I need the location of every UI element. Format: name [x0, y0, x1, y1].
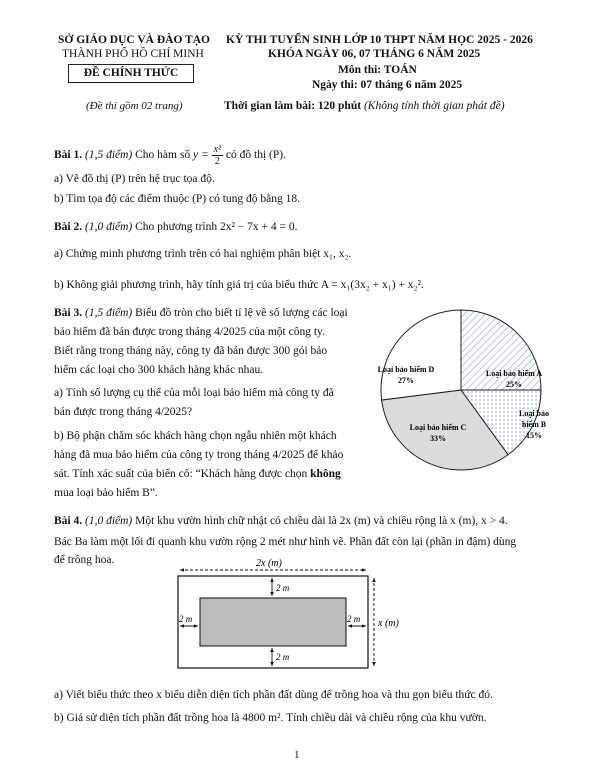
pie-pct-c: 33%: [430, 434, 446, 443]
bai2-intro: [54, 218, 298, 237]
exam-session: KHÓA NGÀY 06, 07 THÁNG 6 NĂM 2025: [268, 48, 481, 60]
bai3-b-line3-bold: không: [310, 468, 341, 480]
bai4-line2: Bác Ba làm một lối đi quanh khu vườn rộng 2 mét như hình vẽ. Phần đất còn lại (phần in đậm) dùng: [54, 536, 517, 548]
bai2-b: b) Không giải phương trình, hãy tính giá trị của biểu thức A = x₁(3x₂ + x₁) + x₂².: [54, 279, 424, 291]
bai1-fraction-den: 2: [214, 156, 220, 167]
insurance-pie-chart: [366, 306, 556, 476]
bai2-a: a) Chứng minh phương trình trên có hai nghiệm phân biệt x₁, x₂.: [54, 248, 352, 260]
bai4-title: Bài 4.: [54, 515, 83, 527]
bai3-title: Bài 3.: [54, 307, 83, 319]
bai4-line1: [54, 512, 508, 531]
pie-slice-d: [381, 310, 461, 400]
bai3-line1: [54, 304, 348, 323]
bai3-b-line2: hàng đã mua bảo hiểm của công ty trong tháng 4/2025 để khảo: [54, 449, 344, 461]
duration-text: Thời gian làm bài: 120 phút: [224, 100, 362, 112]
bai4-points: (1,0 điểm): [85, 515, 133, 527]
path-top-label: 2 m: [276, 583, 290, 593]
bai3-line3: Biết rằng trong tháng này, công ty đã bán được 300 gói bảo: [54, 345, 328, 357]
pie-slice-a: [461, 310, 541, 390]
pie-pct-d: 27%: [398, 376, 414, 385]
bai1-points: (1,5 điểm): [85, 149, 133, 162]
bai3-a-line1: a) Tính số lượng cụ thể của mỗi loại bảo hiểm mà công ty đã: [54, 387, 334, 399]
header-city: THÀNH PHỐ HỒ CHÍ MINH: [62, 48, 204, 60]
bai1-b: b) Tìm tọa độ các điểm thuộc (P) có tung độ bằng 18.: [54, 193, 301, 205]
bai1-intro-text: Cho hàm số: [135, 149, 191, 162]
bai2-points: (1,0 điểm): [85, 221, 133, 233]
duration-note: (Không tính thời gian phát đề): [363, 100, 505, 112]
bai3-points: (1,5 điểm): [85, 307, 133, 319]
flower-bed: [200, 598, 346, 646]
bai1-fraction: [212, 144, 223, 167]
exam-subject: Môn thi: TOÁN: [338, 64, 417, 76]
bai1-title: Bài 1.: [54, 149, 83, 162]
exam-duration: [224, 100, 505, 112]
bai1-a: a) Vẽ đồ thị (P) trên hệ trục tọa độ.: [54, 173, 215, 185]
pie-label-b-part2: hiểm B: [521, 420, 547, 429]
pie-label-d: Loại bảo hiểm D: [377, 365, 435, 374]
bai3-line1-text: Biểu đồ tròn cho biết tỉ lệ về số lượng các loại: [135, 307, 348, 319]
bai1-func-y: y =: [192, 149, 209, 162]
bai3-b-line4: mua loại bảo hiểm B”.: [54, 487, 158, 499]
bai1-intro-end: có đồ thị (P).: [225, 149, 286, 162]
exam-date: Ngày thi: 07 tháng 6 năm 2025: [312, 79, 463, 91]
path-bottom-label: 2 m: [276, 652, 290, 662]
bai4-line1-text: Một khu vườn hình chữ nhật có chiều dài là 2x (m) và chiều rộng là x (m), x > 4.: [135, 515, 508, 527]
pie-pct-b: 15%: [526, 431, 542, 440]
garden-figure: [168, 556, 418, 676]
bai2-title: Bài 2.: [54, 221, 83, 233]
pie-slices: [381, 310, 541, 470]
bai3-line2: bảo hiểm đã bán được trong tháng 4/2025 của một công ty.: [54, 326, 325, 338]
bai4-b: b) Giả sử diện tích phần đất trồng hoa là 4800 m². Tính chiều dài và chiều rộng của khu vườn.: [54, 712, 487, 724]
bai3-b-line3-text: sát. Tính xác suất của biến cố: “Khách hàng được chọn: [54, 468, 308, 480]
path-right-label: 2 m: [347, 614, 361, 624]
bai1-fraction-num: x²: [213, 144, 222, 155]
bai4-line3: để trồng hoa.: [54, 554, 115, 566]
bai2-intro-text: Cho phương trình 2x² − 7x + 4 = 0.: [135, 221, 298, 233]
pages-note: (Đề thi gồm 02 trang): [86, 100, 183, 112]
page-number: 1: [294, 749, 300, 761]
length-label: 2x (m): [256, 558, 282, 569]
bai3-line4: hiểm các loại cho 300 khách hàng khác nhau.: [54, 364, 264, 376]
bai3-a-line2: bán được trong tháng 4/2025?: [54, 406, 193, 418]
bai4-a: a) Viết biểu thức theo x biểu diễn diện tích phần đất dùng để trồng hoa và thu gọn biểu thức đó.: [54, 689, 493, 701]
pie-pct-a: 25%: [506, 380, 522, 389]
pie-label-c: Loại bảo hiểm C: [409, 423, 467, 432]
official-exam-box: ĐỀ CHÍNH THỨC: [68, 64, 194, 83]
bai1-intro: [54, 144, 286, 167]
width-label: x (m): [378, 618, 399, 629]
pie-label-a: Loại bảo hiểm A: [485, 369, 543, 378]
exam-title: KỲ THI TUYỂN SINH LỚP 10 THPT NĂM HỌC 2025 - 2026: [226, 34, 533, 46]
path-left-label: 2 m: [179, 614, 193, 624]
header-department: SỞ GIÁO DỤC VÀ ĐÀO TẠO: [58, 34, 210, 46]
bai3-b-line1: b) Bộ phận chăm sóc khách hàng chọn ngẫu nhiên một khách: [54, 430, 337, 442]
pie-label-b-part1: Loại bảo: [518, 409, 550, 418]
bai3-b-line3: [54, 465, 341, 484]
